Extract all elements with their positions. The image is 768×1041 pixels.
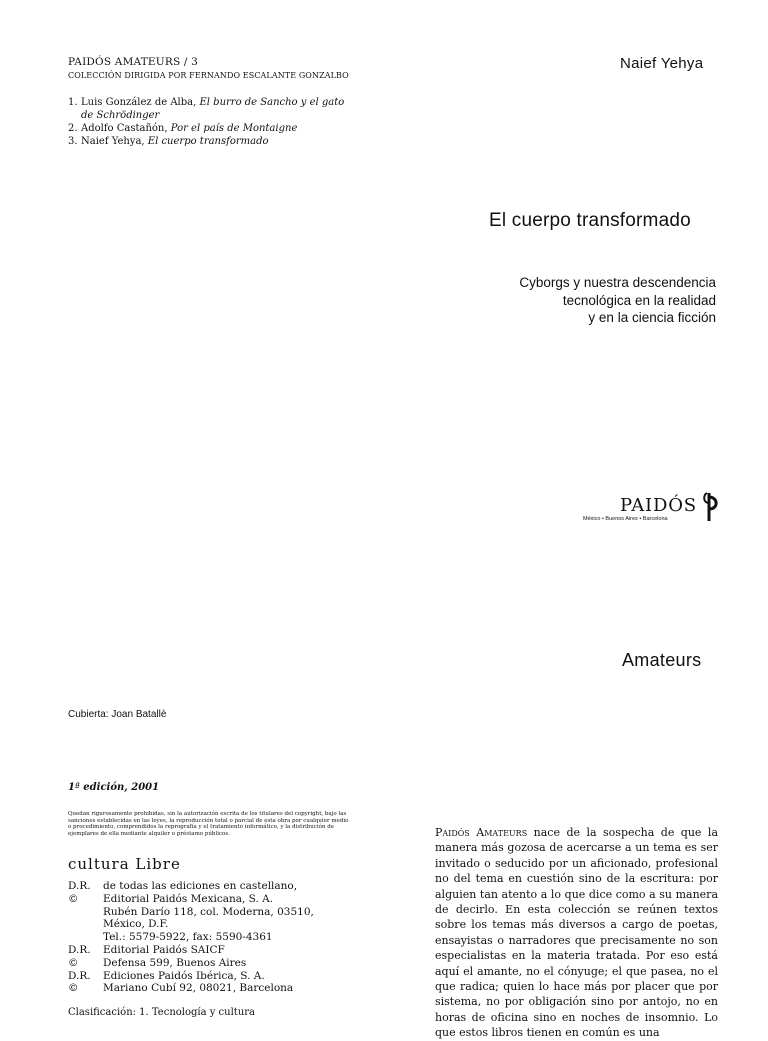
classification: Clasificación: 1. Tecnología y cultura [68,1007,256,1018]
author-name: Naief Yehya [620,55,704,72]
cultura-libre: cultura Libre [68,855,181,873]
list-item-number: 2. [68,123,78,134]
copyright-line: Ediciones Paidós Ibérica, S. A. [103,969,265,982]
copyright-label: D.R. © [68,943,91,969]
subtitle-line: tecnológica en la realidad [562,292,716,308]
copyright-line: Defensa 599, Buenos Aires [103,956,247,969]
list-item-author: Adolfo Castañón, [81,123,168,134]
copyright-line: Rubén Darío 118, col. Moderna, 03510, [103,905,314,918]
series-description-lead: Paidós Amateurs [435,826,528,839]
list-item-title: Por el país de Montaigne [170,123,298,134]
copyright-line: Mariano Cubí 92, 08021, Barcelona [103,982,294,995]
copyright-entry [68,944,368,970]
copyright-line: México, D.F. [103,918,169,931]
copyright-label: D.R. © [68,880,91,905]
series-description [435,825,718,1041]
publisher-logo [583,488,723,528]
list-item-number: 3. [68,136,78,147]
subtitle [519,274,716,327]
list-item-number: 1. [68,97,78,108]
copyright-entry [68,970,368,996]
publisher-cities: México • Buenos Aires • Barcelona [583,516,668,522]
list-item-author: Luis González de Alba, [81,97,197,108]
series-name: Amateurs [622,650,702,670]
collection-director: COLECCIÓN DIRIGIDA POR FERNANDO ESCALANTE GONZALBO [68,71,349,80]
list-item [68,96,358,122]
list-item [68,122,358,135]
publisher-name: PAIDÓS [620,495,697,516]
copyright-entry [68,880,368,944]
list-item [68,135,358,148]
edition: 1ª edición, 2001 [68,782,160,793]
copyright-block [68,880,368,995]
subtitle-line: y en la ciencia ficción [588,310,716,325]
list-item-title: El cuerpo transformado [147,136,269,147]
series-title: PAIDÓS AMATEURS / 3 [68,56,199,68]
copyright-line: Editorial Paidós Mexicana, S. A. [103,892,274,905]
rights-notice: Quedan rigurosamente prohibidas, sin la autorización escrita de los titulares del copyright, bajo las sanciones establecidas en las leyes, la reproducción total o parcial de esta obra por cualquier medio o procedimiento, comprendidos la reprografía y el tratamiento informático, y la distribución de ejemplares de ella mediante alquiler o préstamo públicos. [68,811,349,837]
cover-credit: Cubierta: Joan Batallè [68,709,167,720]
series-description-text: nace de la sospecha de que la manera más gozosa de acercarse a un tema es ser invitado o seducido por un aficionado, profesional no del tema en cuestión sino de la escritura: por alguien tan atento a lo que dice como a su manera de decirlo. En esta colección se reúnen textos sobre los temas más diversos a cargo de poetas, ensayistas o narradores que precisamente no son especialistas en la materia tratada. Por eso está aquí el amante, no el cónyuge; el que pasea, no el que radica; quien lo hace más por placer que por sistema, no por obligación sino por antojo, no en horas de oficina sino en noches de insomnio. Lo que estos libros tienen en común es una [435,826,718,1040]
series-list [68,96,358,148]
copyright-line: Tel.: 5579-5922, fax: 5590-4361 [103,931,273,944]
list-item-title: El burro de Sancho y el gato [199,97,345,108]
copyright-line: de todas las ediciones en castellano, [103,880,298,892]
list-item-title-cont: de Schrödinger [81,110,160,121]
list-item-author: Naief Yehya, [81,136,145,147]
paidos-logo-icon [702,491,720,523]
subtitle-line: Cyborgs y nuestra descendencia [519,275,716,290]
book-title: El cuerpo transformado [489,210,691,231]
copyright-label: D.R. © [68,969,91,995]
copyright-line: Editorial Paidós SAICF [103,943,225,956]
